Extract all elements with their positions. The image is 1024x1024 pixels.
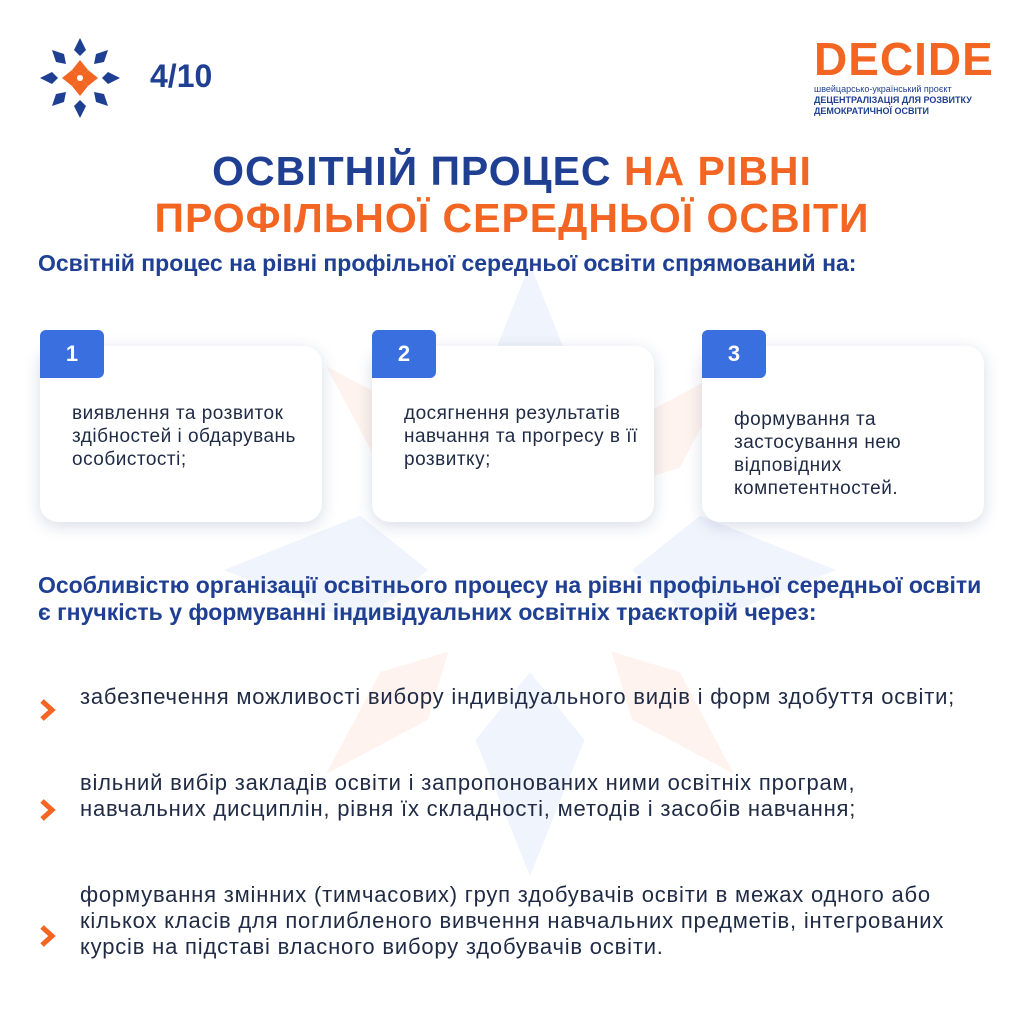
list-item-text: забезпечення можливості вибору індивідуального видів і форм здобуття освіти; [80, 684, 956, 709]
feature-heading: Особливістю організації освітнього процесу на рівні профільної середньої освіти є гнучкість у формуванні індивідуальних освітніх траєкторій через: [38, 572, 982, 625]
brand-name: DECIDE [814, 33, 994, 85]
card-text: досягнення результатів навчання та прогресу в її розвитку; [404, 403, 638, 470]
card-1 [40, 341, 322, 522]
chevron-right-icon [36, 924, 60, 948]
title-part-orange-2: ПРОФІЛЬНОЇ СЕРЕДНЬОЇ ОСВІТИ [154, 195, 870, 241]
card-3 [702, 341, 984, 522]
list-item-text: вільний вибір закладів освіти і запропонованих ними освітніх програм, навчальних дисциплін, рівня їх складності, методів і засобів навчання; [80, 770, 857, 821]
brand-block [814, 33, 994, 117]
card-text: формування та застосування нею відповідних компетентностей. [734, 409, 902, 499]
snowflake-logo-icon [38, 36, 122, 120]
chevron-right-icon [36, 798, 60, 822]
intro-heading: Освітній процес на рівні профільної середньої освіти спрямований на: [38, 250, 857, 276]
chevron-right-icon [36, 698, 60, 722]
card-number: 3 [702, 330, 766, 378]
card-text: виявлення та розвиток здібностей і обдарувань особистості; [72, 403, 296, 470]
brand-tagline-line1: ДЕЦЕНТРАЛІЗАЦІЯ ДЛЯ РОЗВИТКУ [814, 95, 972, 105]
card-number: 2 [372, 330, 436, 378]
card-number: 1 [40, 330, 104, 378]
page-counter: 4/10 [150, 58, 213, 94]
title-part-blue: ОСВІТНІЙ ПРОЦЕС [212, 148, 612, 194]
card-2 [372, 341, 654, 522]
brand-subtitle: швейцарсько-український проєкт [814, 84, 952, 94]
brand-tagline-line2: ДЕМОКРАТИЧНОЇ ОСВІТИ [814, 106, 929, 116]
page-title [0, 148, 1024, 242]
title-part-orange-1: НА РІВНІ [623, 148, 812, 194]
list-item-text: формування змінних (тимчасових) груп здобувачів освіти в межах одного або кількох класів для поглибленого вивчення навчальних предметів, інтегрованих курсів на підставі власного вибору здобувачів освіти. [80, 882, 945, 959]
